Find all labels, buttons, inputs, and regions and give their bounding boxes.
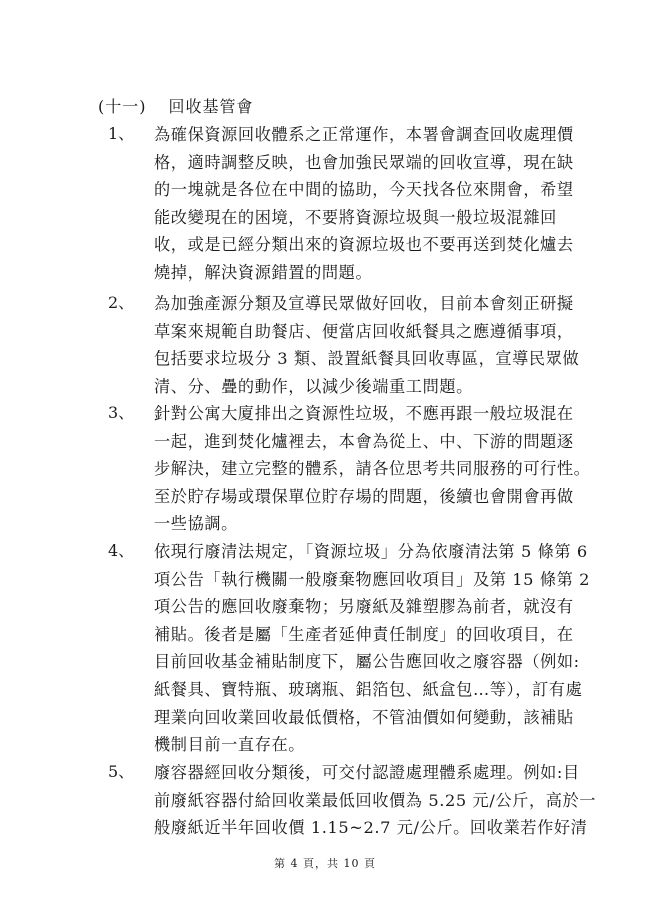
text-line: 能改變現在的困境，不要將資源垃圾與一般垃圾混雜回 — [154, 207, 557, 227]
text-line: 目前回收基金補貼制度下，屬公告應回收之廢容器（例如: — [154, 652, 580, 672]
list-item — [108, 121, 598, 287]
section-title: 回收基管會 — [168, 97, 254, 116]
text-line: 理業向回收業回收最低價格，不管油價如何變動，該補貼 — [154, 707, 574, 727]
text-line: 草案來規範自助餐店、便當店回收紙餐具之應遵循事項， — [154, 321, 574, 341]
text-line: 步解決，建立完整的體系，請各位思考共同服務的可行性。 — [154, 459, 591, 479]
text-line: 般廢紙近半年回收價 1.15~2.7 元/公斤。回收業若作好清 — [154, 818, 588, 838]
text-line: 紙餐具、寶特瓶、玻璃瓶、鋁箔包、紙盒包…等），訂有處 — [154, 679, 583, 699]
text-line: 的一塊就是各位在中間的協助，今天找各位來開會，希望 — [154, 180, 574, 200]
text-line: 項公告的應回收廢棄物；另廢紙及雜塑膠為前者，就沒有 — [154, 597, 574, 617]
list-item — [108, 759, 598, 842]
item-number: 1、 — [108, 124, 135, 143]
item-text — [154, 400, 598, 538]
text-line: 為確保資源回收體系之正常運作，本署會調查回收處理價 — [154, 125, 574, 144]
section-heading — [98, 94, 254, 117]
item-text — [154, 759, 598, 842]
text-line: 補貼。後者是屬「生產者延伸責任制度」的回收項目，在 — [154, 624, 574, 644]
page-footer: 第 4 頁，共 10 頁 — [274, 857, 376, 870]
text-line: 格，適時調整反映，也會加強民眾端的回收宣導，現在缺 — [154, 152, 574, 172]
text-line: 一起，進到焚化爐裡去，本會為從上、中、下游的問題逐 — [154, 431, 574, 451]
text-line: 項公告「執行機關一般廢棄物應回收項目」及第 15 條第 2 — [154, 569, 591, 589]
text-line: 清、分、疊的動作，以減少後端重工問題。 — [154, 376, 473, 396]
item-text — [154, 121, 598, 287]
list-item — [108, 290, 598, 400]
text-line: 機制目前一直存在。 — [154, 735, 306, 755]
text-line: 依現行廢清法規定，「資源垃圾」分為依廢清法第 5 條第 6 — [154, 542, 588, 561]
list-item — [108, 400, 598, 538]
text-line: 包括要求垃圾分 3 類、設置紙餐具回收專區，宣導民眾做 — [154, 349, 580, 369]
section-number: (十一) — [98, 97, 147, 116]
text-line: 一些協調。 — [154, 514, 238, 534]
item-number: 4、 — [108, 541, 135, 560]
text-line: 前廢紙容器付給回收業最低回收價為 5.25 元/公斤，高於一 — [154, 790, 597, 810]
text-line: 燒掉，解決資源錯置的問題。 — [154, 262, 373, 282]
text-line: 廢容器經回收分類後，可交付認證處理體系處理。例如:目 — [154, 763, 580, 782]
item-number: 5、 — [108, 762, 135, 781]
text-line: 針對公寓大廈排出之資源性垃圾，不應再跟一般垃圾混在 — [154, 404, 574, 423]
text-line: 至於貯存場或環保單位貯存場的問題，後續也會開會再做 — [154, 486, 574, 506]
item-text — [154, 538, 598, 759]
item-number: 2、 — [108, 293, 135, 312]
item-text — [154, 290, 598, 400]
text-line: 收，或是已經分類出來的資源垃圾也不要再送到焚化爐去 — [154, 235, 574, 255]
text-line: 為加強產源分類及宣導民眾做好回收，目前本會刻正研擬 — [154, 294, 574, 313]
list-item — [108, 538, 598, 759]
item-number: 3、 — [108, 403, 135, 422]
